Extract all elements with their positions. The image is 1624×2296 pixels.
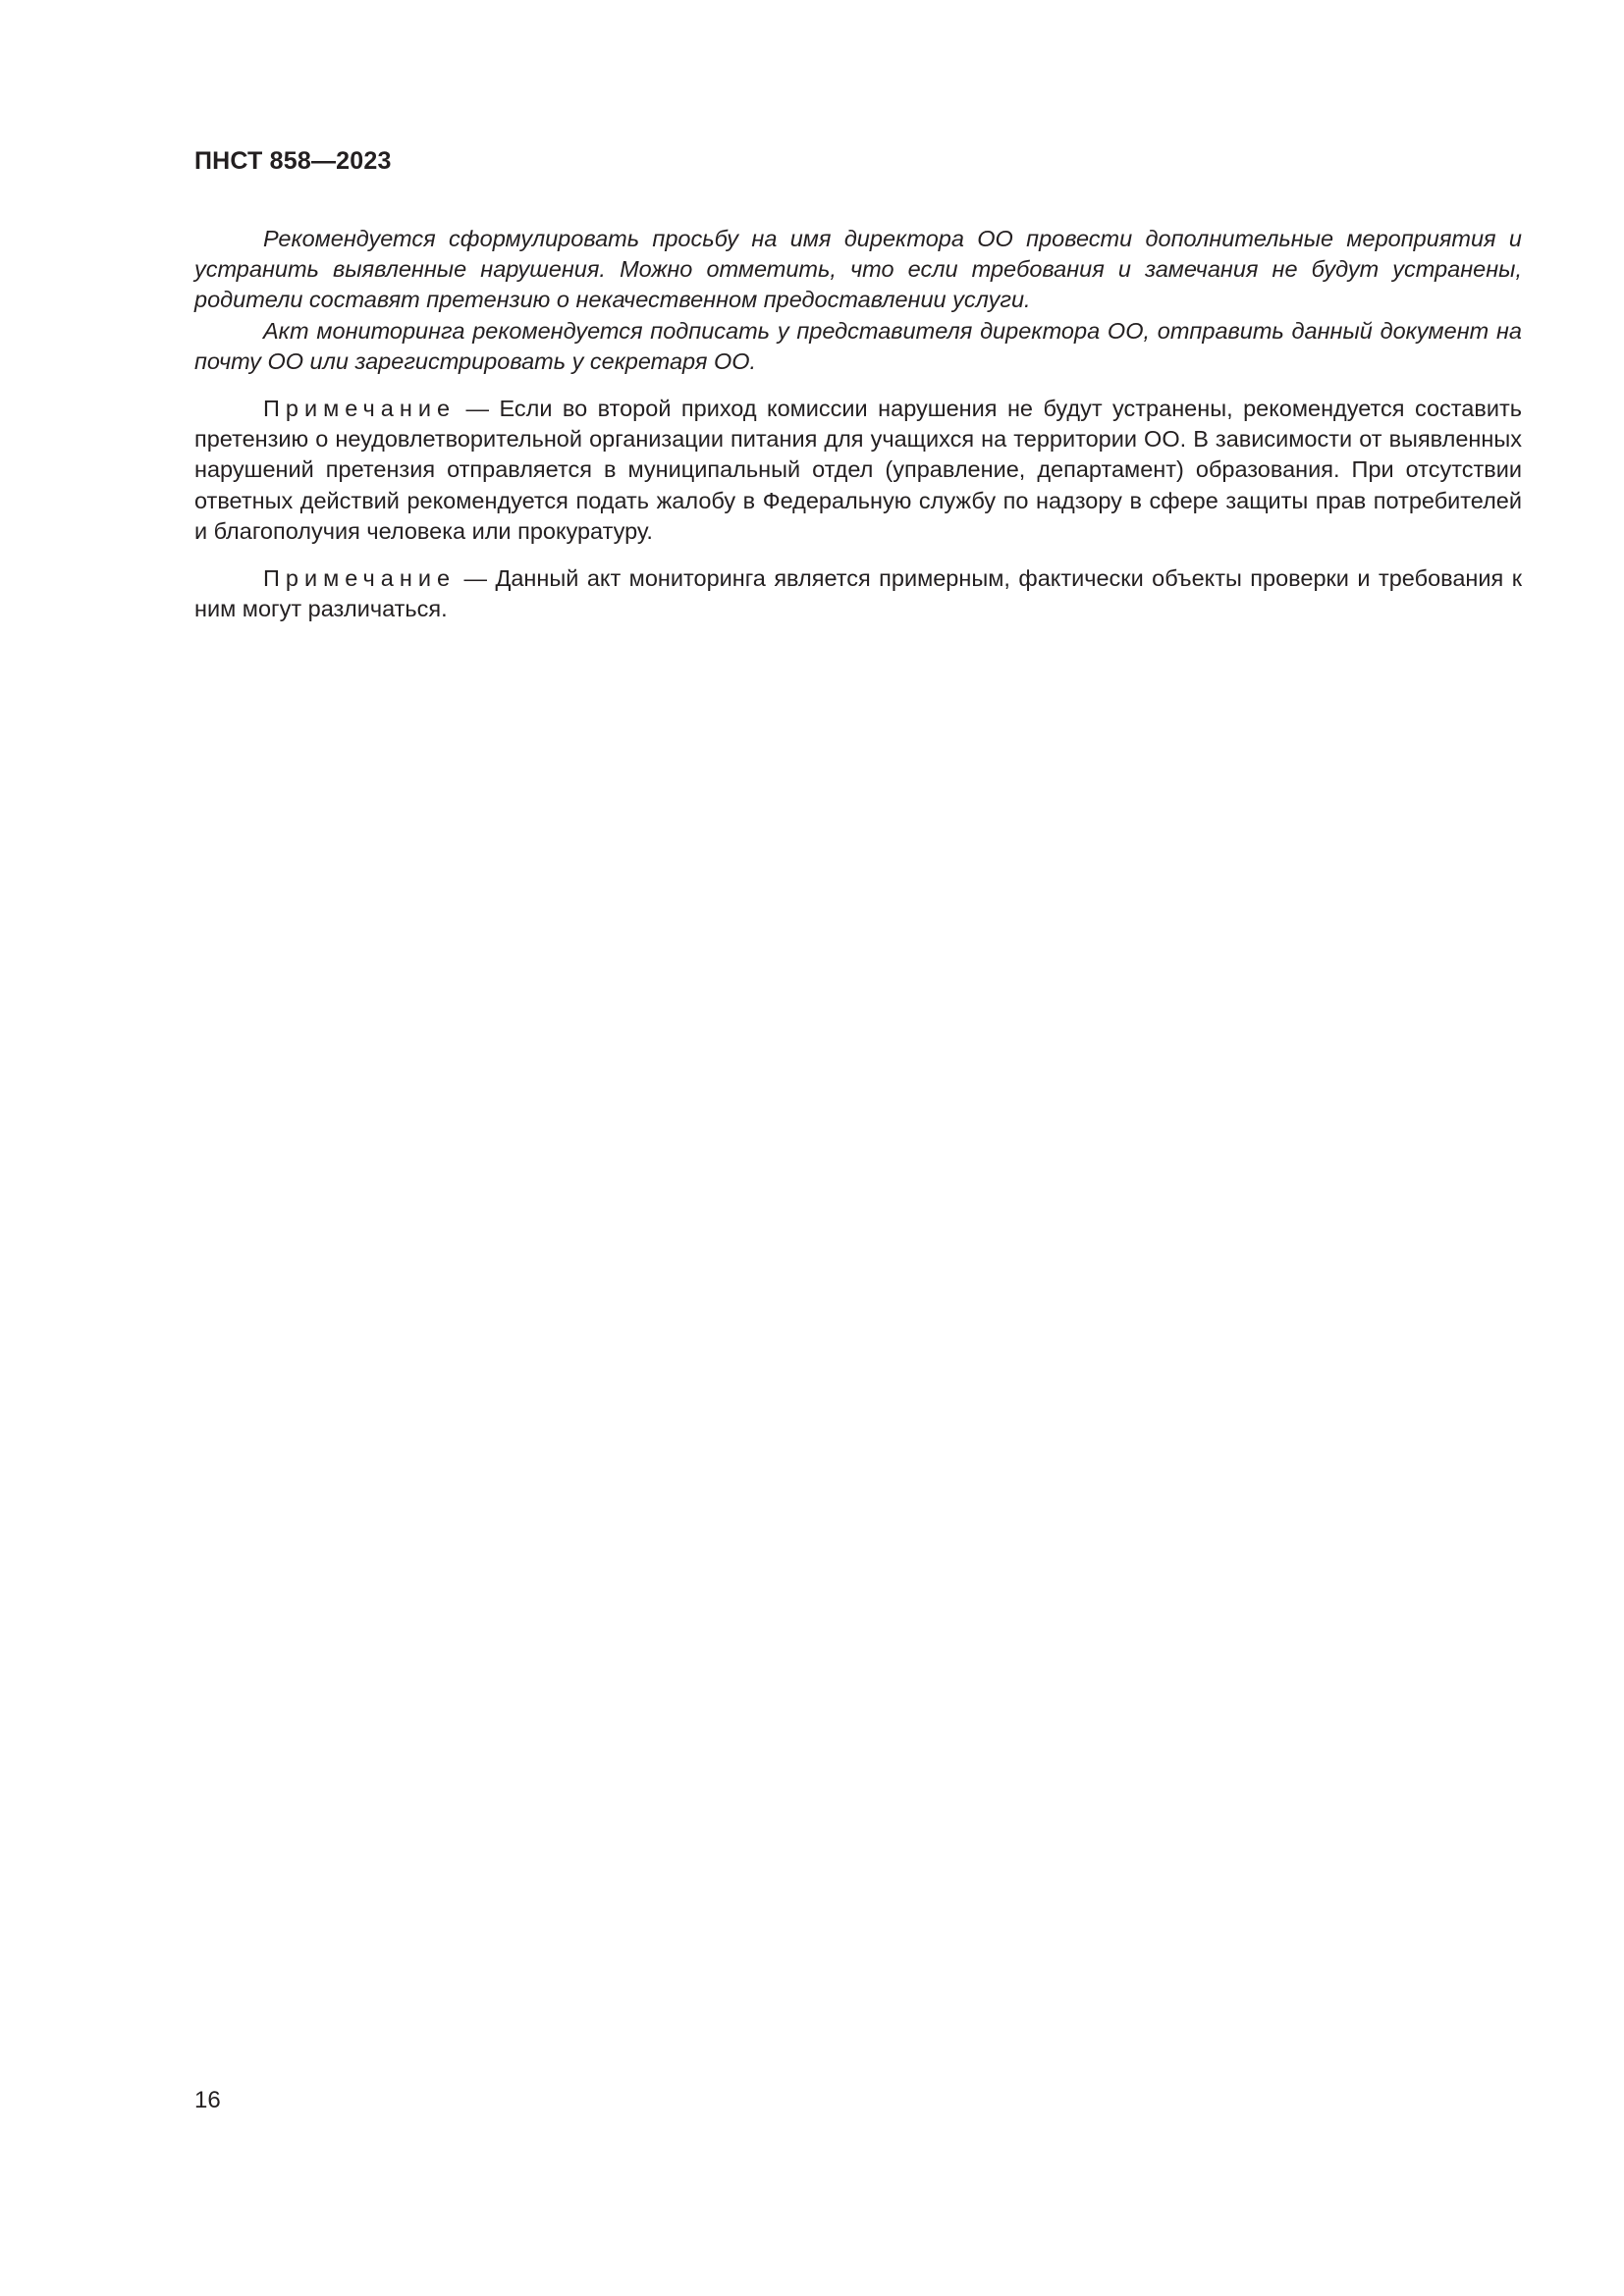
document-code-header: ПНСТ 858—2023 — [194, 147, 392, 175]
page-number: 16 — [194, 2087, 221, 2113]
note-label: Примечание — [263, 396, 457, 422]
recommendation-paragraph: Рекомендуется сформулировать просьбу на имя директора ОО провести дополнительные мероприятия и устранить выявленные нарушения. Можно отметить, что если требования и замечания не будут устранены, родители составят претензию о некачественном предоставлении услуги. — [194, 226, 1522, 313]
note-paragraph-1 — [194, 394, 1522, 547]
monitoring-act-paragraph: Акт мониторинга рекомендуется подписать у представителя директора ОО, отправить данный документ на почту ОО или зарегистрировать у секретаря ОО. — [194, 317, 1522, 374]
note-text: — Если во второй приход комиссии нарушения не будут устранены, рекомендуется составить претензию о неудовлетворительной организации питания для учащихся на территории ОО. В зависимости от выявленных нарушений претензия отправляется в муниципальный отдел (управление, департамент) образования. При отсутствии ответных действий рекомендуется подать жалобу в Федеральную службу по надзору в сфере защиты прав потребителей и благополучия человека или прокуратуру. — [194, 396, 1522, 544]
page-content — [194, 224, 1522, 624]
note-text: — Данный акт мониторинга является примерным, фактически объекты проверки и требования к ним могут различаться. — [194, 565, 1522, 622]
note-label: Примечание — [263, 565, 457, 592]
note-paragraph-2 — [194, 563, 1522, 624]
